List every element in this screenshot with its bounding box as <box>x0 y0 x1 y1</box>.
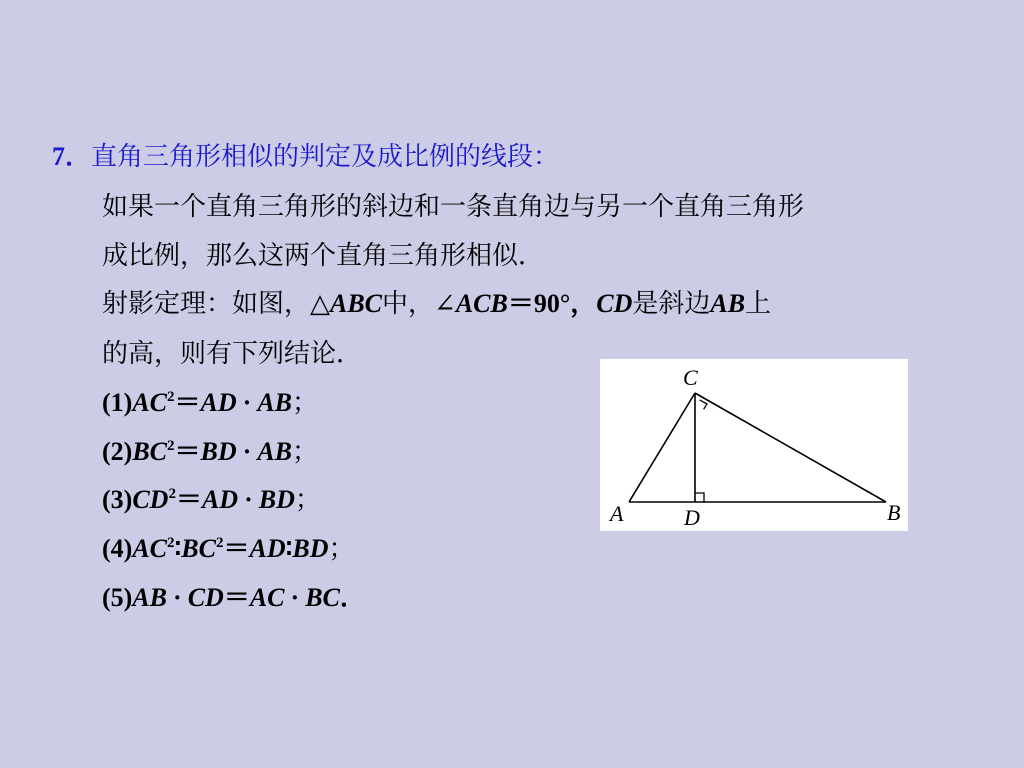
hypotenuse-name: AB <box>710 289 746 318</box>
term: CD <box>132 485 169 514</box>
term: BD <box>200 437 237 466</box>
vertex-label-b: B <box>887 500 901 525</box>
theorem-zhong: 中，∠ <box>382 289 456 319</box>
criterion-line-1: 如果一个直角三角形的斜边和一条直角边与另一个直角三角形 <box>102 192 805 222</box>
vertex-label-a: A <box>610 501 624 526</box>
exponent: 2 <box>168 486 176 502</box>
dot-operator: · <box>242 437 252 466</box>
term: BC <box>132 437 168 466</box>
vertex-label-c: C <box>683 365 698 390</box>
equals-sign: ＝ <box>174 388 201 417</box>
section-title-text: 直角三角形相似的判定及成比例的线段： <box>91 142 560 172</box>
end-punct: ． <box>339 583 366 612</box>
dot-operator: · <box>290 583 300 612</box>
dot-operator: · <box>244 485 253 514</box>
right-angle-mark-c <box>700 400 707 409</box>
exponent: 2 <box>167 389 175 405</box>
conclusion-1 <box>102 387 318 419</box>
equals-sign: ＝ <box>175 485 202 514</box>
theorem-line-2: 的高，则有下列结论． <box>102 339 363 369</box>
term: BD <box>258 485 295 514</box>
conclusion-2 <box>102 436 318 468</box>
end-punct: ； <box>328 534 355 564</box>
section-title <box>52 141 559 173</box>
dot-operator: · <box>173 583 182 612</box>
equals-sign: ＝ <box>174 437 201 466</box>
ratio-colon: ∶ <box>174 534 182 563</box>
end-punct: ； <box>292 437 319 467</box>
term: BD <box>292 534 329 563</box>
angle-value: ＝90°， <box>507 289 597 318</box>
section-number: 7． <box>52 142 92 171</box>
exponent: 2 <box>167 535 175 551</box>
theorem-shi-xie-bian: 是斜边 <box>632 289 711 319</box>
side-ac <box>629 393 695 502</box>
theorem-shang: 上 <box>745 289 772 319</box>
theorem-intro: 射影定理：如图，△ <box>102 289 330 319</box>
term: CD <box>187 583 224 612</box>
vertex-label-d: D <box>684 505 700 530</box>
triangle-diagram <box>600 359 908 531</box>
altitude-name: CD <box>596 289 633 318</box>
term: AC <box>132 388 168 417</box>
conclusion-number: (1) <box>102 388 133 417</box>
term: AC <box>132 534 168 563</box>
theorem-line-1 <box>102 288 771 320</box>
term: AB <box>257 388 293 417</box>
end-punct: ； <box>292 388 319 418</box>
conclusion-number: (5) <box>102 583 133 612</box>
right-angle-mark-d <box>695 493 704 502</box>
exponent: 2 <box>167 438 175 454</box>
angle-name: ACB <box>455 289 508 318</box>
conclusion-number: (2) <box>102 437 133 466</box>
end-punct: ； <box>294 485 321 515</box>
equals-sign: ＝ <box>223 583 250 612</box>
conclusion-number: (3) <box>102 485 133 514</box>
criterion-line-2: 成比例，那么这两个直角三角形相似． <box>102 241 545 271</box>
conclusion-4 <box>102 533 355 565</box>
term: BC <box>305 583 340 612</box>
term: AD <box>249 534 286 563</box>
triangle-name: ABC <box>330 289 383 318</box>
term: AD <box>200 388 237 417</box>
triangle-figure <box>600 359 908 531</box>
equals-sign: ＝ <box>223 534 250 563</box>
conclusion-number: (4) <box>102 534 133 563</box>
conclusion-5 <box>102 582 366 614</box>
term: AB <box>257 437 293 466</box>
term: AB <box>132 583 168 612</box>
ratio-colon: ∶ <box>285 534 293 563</box>
side-bc <box>695 393 886 502</box>
term: BC <box>181 534 216 563</box>
exponent: 2 <box>215 535 224 551</box>
term: AC <box>249 583 285 612</box>
dot-operator: · <box>242 388 252 417</box>
term: AD <box>201 485 239 514</box>
conclusion-3 <box>102 484 321 516</box>
